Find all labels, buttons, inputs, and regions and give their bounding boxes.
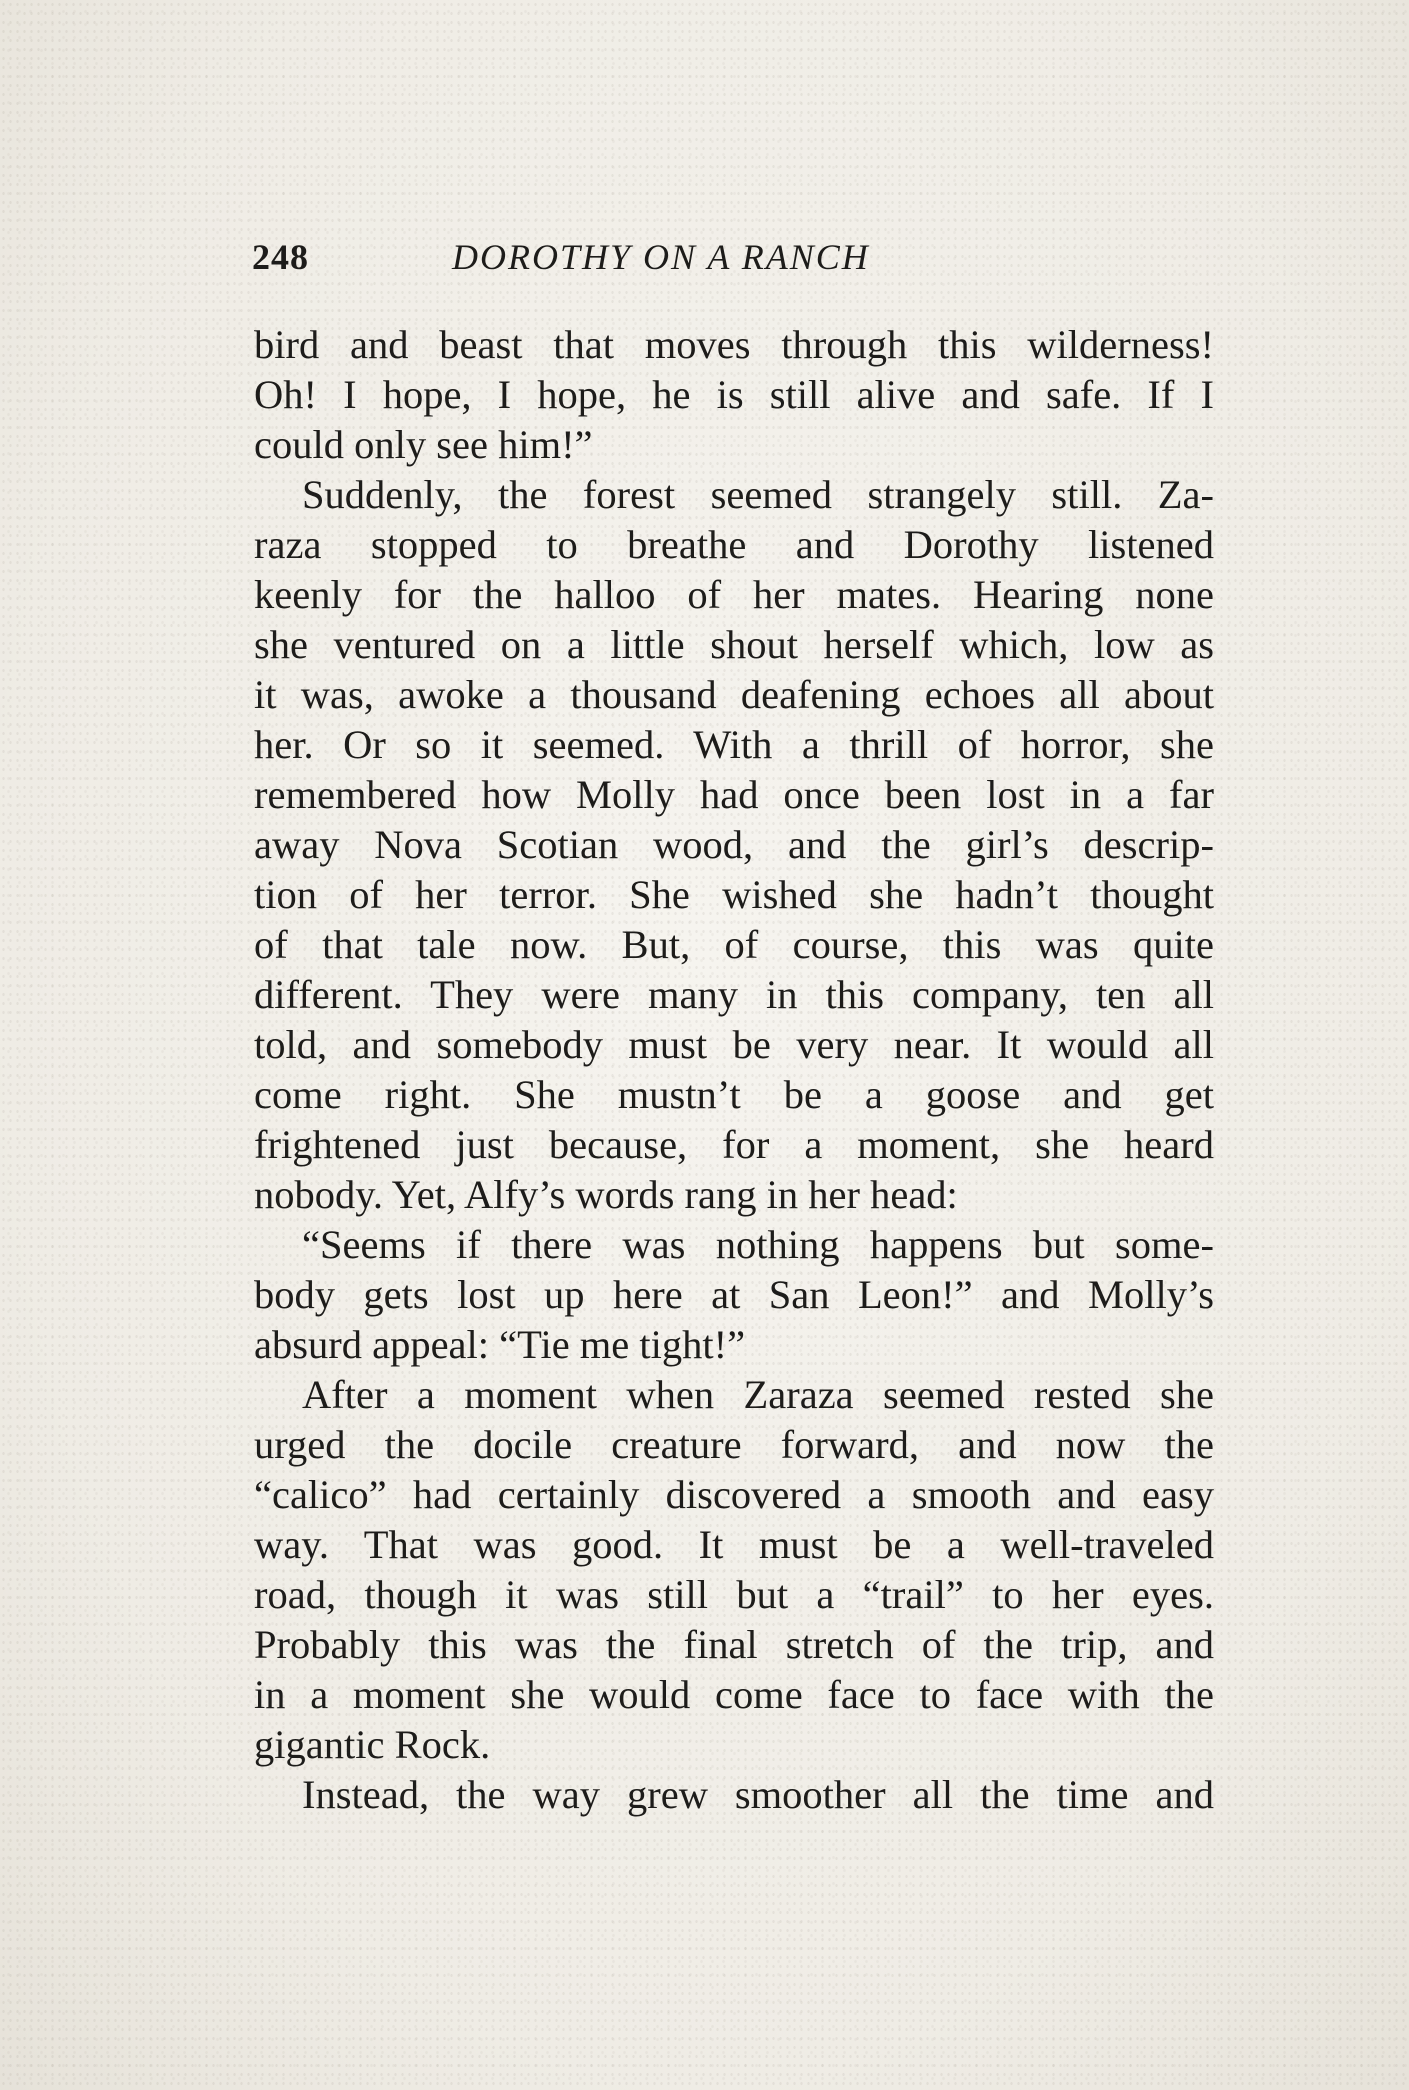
text-line: body gets lost up here at San Leon!” and Molly’s	[254, 1272, 1214, 1317]
text-line: could only see him!”	[254, 422, 593, 467]
book-title: DOROTHY ON A RANCH	[452, 237, 870, 277]
text-line: remembered how Molly had once been lost in a far	[254, 772, 1214, 817]
text-line: way. That was good. It must be a well-traveled	[254, 1522, 1214, 1567]
text-line: different. They were many in this company, ten all	[254, 972, 1214, 1017]
text-line: Instead, the way grew smoother all the time and	[302, 1772, 1214, 1817]
text-line: raza stopped to breathe and Dorothy listened	[254, 522, 1214, 567]
text-line: Oh! I hope, I hope, he is still alive and safe. If I	[254, 372, 1214, 417]
text-line: in a moment she would come face to face with the	[254, 1672, 1214, 1717]
body-text	[254, 320, 1214, 1820]
text-line: “Seems if there was nothing happens but some-	[302, 1222, 1214, 1267]
text-line: gigantic Rock.	[254, 1722, 491, 1767]
text-line: road, though it was still but a “trail” to her eyes.	[254, 1572, 1214, 1617]
text-line: keenly for the halloo of her mates. Hearing none	[254, 572, 1214, 617]
text-line: of that tale now. But, of course, this was quite	[254, 922, 1214, 967]
text-line: it was, awoke a thousand deafening echoes all about	[254, 672, 1214, 717]
text-line: frightened just because, for a moment, she heard	[254, 1122, 1214, 1167]
text-line: her. Or so it seemed. With a thrill of horror, she	[254, 722, 1214, 767]
text-line: she ventured on a little shout herself which, low as	[254, 622, 1214, 667]
text-line: “calico” had certainly discovered a smooth and easy	[254, 1472, 1214, 1517]
text-line: absurd appeal: “Tie me tight!”	[254, 1322, 746, 1367]
text-line: away Nova Scotian wood, and the girl’s descrip-	[254, 822, 1214, 867]
page-number: 248	[252, 237, 309, 277]
running-head	[252, 236, 1212, 284]
text-line: told, and somebody must be very near. It would all	[254, 1022, 1214, 1067]
text-line: Suddenly, the forest seemed strangely still. Za-	[302, 472, 1214, 517]
text-line: urged the docile creature forward, and now the	[254, 1422, 1214, 1467]
text-line: come right. She mustn’t be a goose and get	[254, 1072, 1214, 1117]
text-line: bird and beast that moves through this wilderness!	[254, 322, 1214, 367]
text-line: After a moment when Zaraza seemed rested she	[302, 1372, 1214, 1417]
text-line: nobody. Yet, Alfy’s words rang in her head:	[254, 1172, 958, 1217]
text-line: tion of her terror. She wished she hadn’t thought	[254, 872, 1214, 917]
text-line: Probably this was the final stretch of the trip, and	[254, 1622, 1214, 1667]
